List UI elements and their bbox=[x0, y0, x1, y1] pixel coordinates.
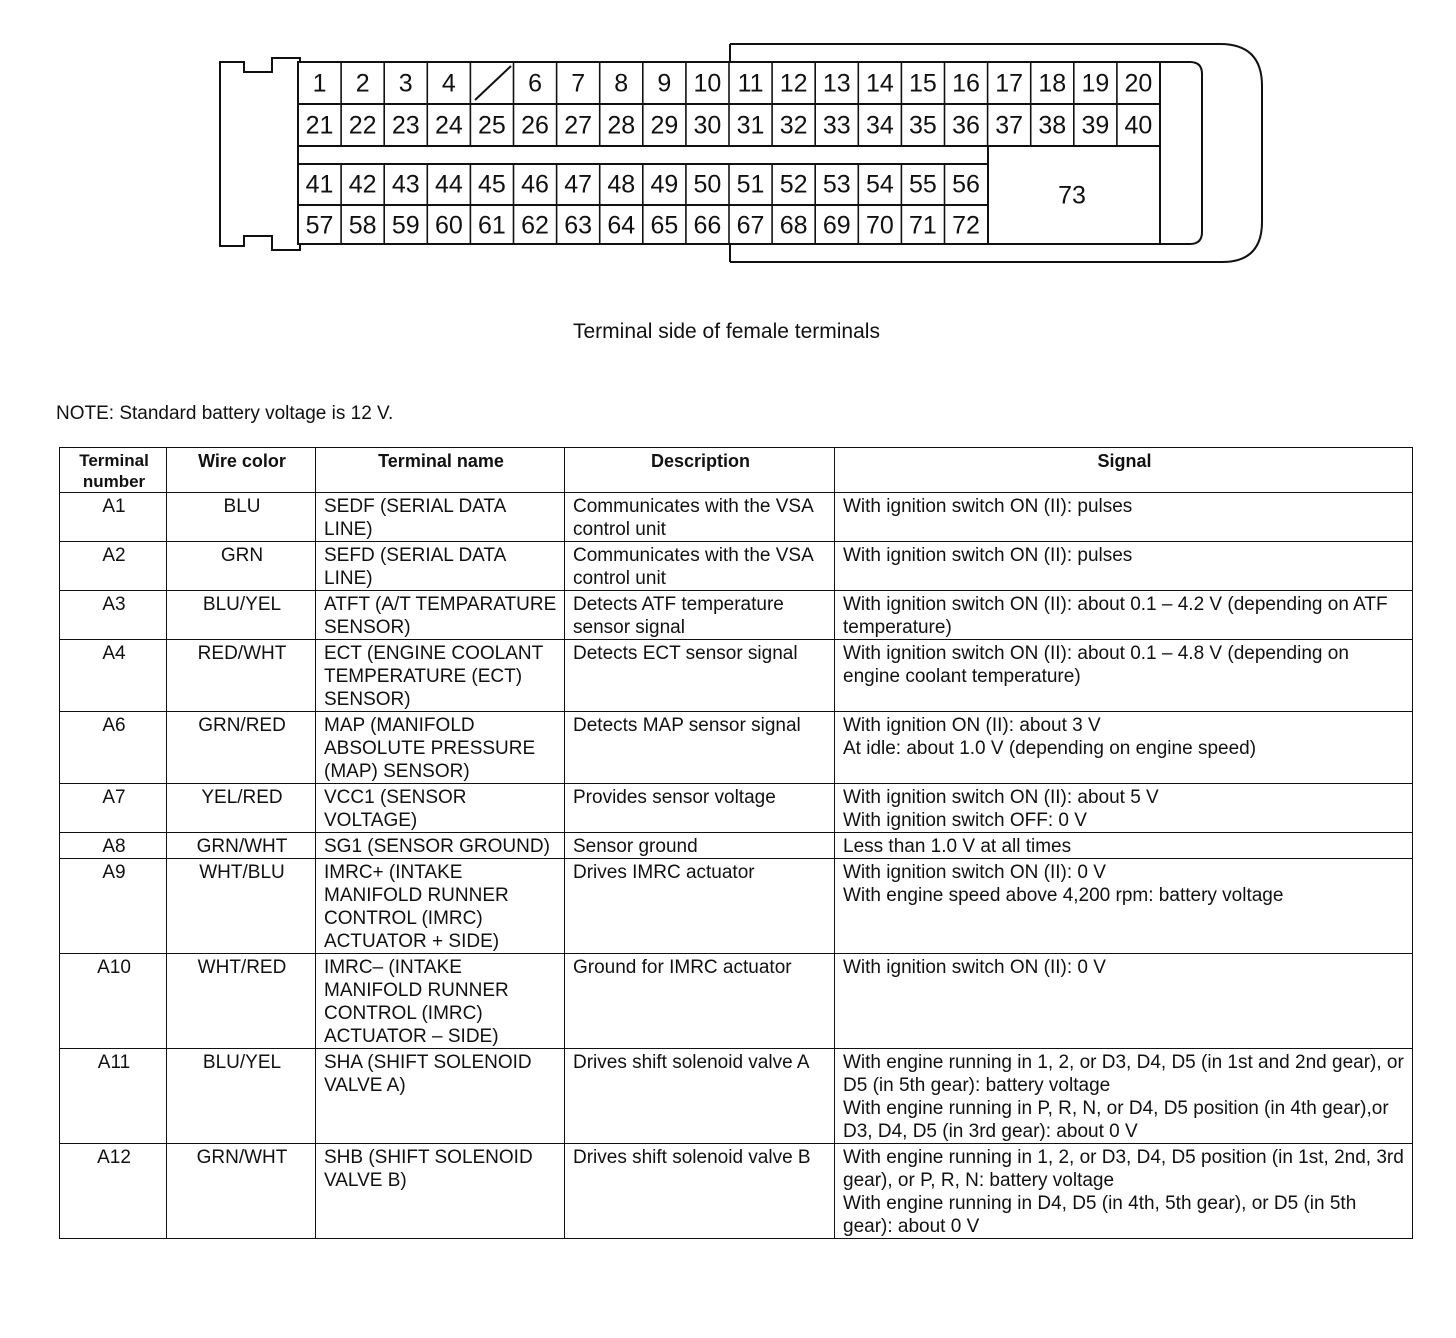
pin-label: 42 bbox=[348, 170, 377, 199]
pin-label: 12 bbox=[779, 69, 808, 98]
table-header-row bbox=[60, 448, 1413, 493]
pin-label: 31 bbox=[736, 111, 765, 140]
pin-label: 6 bbox=[528, 69, 542, 98]
cell-signal: Less than 1.0 V at all times bbox=[835, 833, 1413, 859]
cell-signal: With ignition switch ON (II): about 0.1 – 4.2 V (depending on ATF temperature) bbox=[835, 591, 1413, 640]
pin-label: 28 bbox=[607, 111, 636, 140]
pin-label: 38 bbox=[1038, 111, 1067, 140]
cell-terminal-number: A3 bbox=[60, 591, 167, 640]
connector-caption: Terminal side of female terminals bbox=[573, 320, 880, 343]
cell-wire-color: GRN/WHT bbox=[167, 1144, 316, 1239]
table-row bbox=[60, 1049, 1413, 1144]
cell-wire-color: RED/WHT bbox=[167, 640, 316, 712]
cell-terminal-name: SEFD (SERIAL DATA LINE) bbox=[316, 542, 565, 591]
pin-label: 68 bbox=[779, 211, 808, 240]
cell-terminal-number: A6 bbox=[60, 712, 167, 784]
table-row bbox=[60, 640, 1413, 712]
header-terminal-name: Terminal name bbox=[316, 448, 565, 493]
pin-label: 25 bbox=[478, 111, 506, 140]
cell-terminal-name: SEDF (SERIAL DATA LINE) bbox=[316, 493, 565, 542]
connector-outline bbox=[0, 0, 1456, 300]
cell-description: Detects ECT sensor signal bbox=[565, 640, 835, 712]
cell-description: Communicates with the VSA control unit bbox=[565, 542, 835, 591]
pin-label: 37 bbox=[995, 111, 1024, 140]
pin-label: 50 bbox=[693, 170, 722, 199]
pin-label: 3 bbox=[398, 69, 413, 98]
cell-wire-color: GRN/RED bbox=[167, 712, 316, 784]
cell-terminal-number: A4 bbox=[60, 640, 167, 712]
pin-label: 2 bbox=[355, 69, 370, 98]
table-row bbox=[60, 954, 1413, 1049]
pin-label: 58 bbox=[348, 211, 377, 240]
pin-label: 41 bbox=[305, 170, 334, 199]
pin-label: 35 bbox=[909, 111, 937, 140]
pin-label: 67 bbox=[736, 211, 765, 240]
cell-signal: With ignition switch ON (II): 0 V With engine speed above 4,200 rpm: battery voltage bbox=[835, 859, 1413, 954]
cell-signal: With ignition ON (II): about 3 V At idle: about 1.0 V (depending on engine speed) bbox=[835, 712, 1413, 784]
cell-terminal-name: IMRC– (INTAKE MANIFOLD RUNNER CONTROL (IMRC) ACTUATOR – SIDE) bbox=[316, 954, 565, 1049]
pin-label: 43 bbox=[391, 170, 420, 199]
cell-description: Drives shift solenoid valve A bbox=[565, 1049, 835, 1144]
header-description: Description bbox=[565, 448, 835, 493]
terminal-table bbox=[59, 447, 1413, 1239]
cell-description: Detects MAP sensor signal bbox=[565, 712, 835, 784]
pin-label: 18 bbox=[1038, 69, 1067, 98]
cell-terminal-name: VCC1 (SENSOR VOLTAGE) bbox=[316, 784, 565, 833]
pin-label: 54 bbox=[865, 170, 894, 199]
pin-label: 57 bbox=[305, 211, 334, 240]
pin-label: 11 bbox=[737, 69, 764, 98]
pin-label: 46 bbox=[521, 170, 549, 199]
table-row bbox=[60, 591, 1413, 640]
table-row bbox=[60, 859, 1413, 954]
table-row bbox=[60, 833, 1413, 859]
pin-label: 52 bbox=[779, 170, 808, 199]
pin-label: 17 bbox=[995, 69, 1024, 98]
cell-wire-color: YEL/RED bbox=[167, 784, 316, 833]
cell-terminal-name: SG1 (SENSOR GROUND) bbox=[316, 833, 565, 859]
cell-wire-color: BLU/YEL bbox=[167, 1049, 316, 1144]
cell-terminal-number: A7 bbox=[60, 784, 167, 833]
pin-label: 47 bbox=[564, 170, 593, 199]
pin-label: 63 bbox=[564, 211, 593, 240]
pin-label: 29 bbox=[650, 111, 679, 140]
cell-description: Detects ATF temperature sensor signal bbox=[565, 591, 835, 640]
pin-label: 39 bbox=[1081, 111, 1110, 140]
connector-diagram bbox=[0, 0, 1456, 300]
pin-label: 48 bbox=[607, 170, 636, 199]
cell-description: Sensor ground bbox=[565, 833, 835, 859]
table-row bbox=[60, 712, 1413, 784]
cell-wire-color: GRN/WHT bbox=[167, 833, 316, 859]
pin-label: 59 bbox=[391, 211, 420, 240]
pin-label: 7 bbox=[571, 69, 586, 98]
cell-terminal-name: SHA (SHIFT SOLENOID VALVE A) bbox=[316, 1049, 565, 1144]
cell-description: Ground for IMRC actuator bbox=[565, 954, 835, 1049]
cell-signal: With ignition switch ON (II): about 0.1 – 4.8 V (depending on engine coolant temperature) bbox=[835, 640, 1413, 712]
cell-terminal-number: A1 bbox=[60, 493, 167, 542]
pin-label: 23 bbox=[391, 111, 420, 140]
cell-terminal-number: A12 bbox=[60, 1144, 167, 1239]
table-row bbox=[60, 1144, 1413, 1239]
table-row bbox=[60, 493, 1413, 542]
pin-label: 26 bbox=[521, 111, 549, 140]
cell-terminal-name: ATFT (A/T TEMPARATURE SENSOR) bbox=[316, 591, 565, 640]
cell-wire-color: WHT/RED bbox=[167, 954, 316, 1049]
cell-signal: With ignition switch ON (II): about 5 V With ignition switch OFF: 0 V bbox=[835, 784, 1413, 833]
table-row bbox=[60, 542, 1413, 591]
header-terminal-number: Terminal number bbox=[60, 448, 167, 493]
pin-label: 44 bbox=[434, 170, 463, 199]
cell-description: Drives IMRC actuator bbox=[565, 859, 835, 954]
pin-label: 51 bbox=[736, 170, 765, 199]
pin-label: 49 bbox=[650, 170, 679, 199]
cell-terminal-number: A9 bbox=[60, 859, 167, 954]
cell-signal: With engine running in 1, 2, or D3, D4, D5 (in 1st and 2nd gear), or D5 (in 5th gear): battery voltage With engine running in P, R, N, or D4, D5 position (in 4th gear),or D3, D4, D5 (in 3rd gear): about 0 V bbox=[835, 1049, 1413, 1144]
pin-label: 36 bbox=[952, 111, 980, 140]
pin-label: 32 bbox=[779, 111, 808, 140]
pin-label: 27 bbox=[564, 111, 593, 140]
pin-label: 30 bbox=[693, 111, 722, 140]
header-wire-color: Wire color bbox=[167, 448, 316, 493]
pin-label: 8 bbox=[614, 69, 629, 98]
pin-label: 71 bbox=[909, 211, 937, 240]
cell-terminal-number: A2 bbox=[60, 542, 167, 591]
cell-terminal-number: A10 bbox=[60, 954, 167, 1049]
pin-label: 40 bbox=[1124, 111, 1153, 140]
pin-label: 21 bbox=[305, 111, 334, 140]
cell-wire-color: WHT/BLU bbox=[167, 859, 316, 954]
pin-label: 69 bbox=[822, 211, 851, 240]
pin-label: 15 bbox=[909, 69, 937, 98]
pin-label: 61 bbox=[478, 211, 506, 240]
pin-label: 70 bbox=[865, 211, 894, 240]
pin-label: 4 bbox=[441, 69, 456, 98]
pin-label: 16 bbox=[952, 69, 980, 98]
pin-label: 55 bbox=[909, 170, 937, 199]
cell-terminal-name: SHB (SHIFT SOLENOID VALVE B) bbox=[316, 1144, 565, 1239]
pin-label: 10 bbox=[693, 69, 722, 98]
table-row bbox=[60, 784, 1413, 833]
pin-label: 22 bbox=[348, 111, 377, 140]
cell-terminal-name: ECT (ENGINE COOLANT TEMPERATURE (ECT) SENSOR) bbox=[316, 640, 565, 712]
cell-wire-color: BLU bbox=[167, 493, 316, 542]
cell-terminal-number: A8 bbox=[60, 833, 167, 859]
pin-label: 34 bbox=[865, 111, 894, 140]
cell-description: Provides sensor voltage bbox=[565, 784, 835, 833]
pin-label: 65 bbox=[650, 211, 679, 240]
pin-label: 53 bbox=[822, 170, 851, 199]
pin-label: 19 bbox=[1081, 69, 1110, 98]
pin-label: 9 bbox=[657, 69, 672, 98]
cell-signal: With ignition switch ON (II): pulses bbox=[835, 493, 1413, 542]
pin-label: 45 bbox=[478, 170, 506, 199]
pin-label: 64 bbox=[607, 211, 636, 240]
pin-label: 14 bbox=[865, 69, 894, 98]
pin-label: 60 bbox=[434, 211, 463, 240]
battery-note: NOTE: Standard battery voltage is 12 V. bbox=[56, 403, 394, 424]
pin-label: 66 bbox=[693, 211, 722, 240]
pin-label: 72 bbox=[952, 211, 980, 240]
cell-description: Communicates with the VSA control unit bbox=[565, 493, 835, 542]
pin-label: 1 bbox=[312, 69, 327, 98]
header-signal: Signal bbox=[835, 448, 1413, 493]
pin-73-label: 73 bbox=[1058, 181, 1086, 210]
pin-label: 33 bbox=[822, 111, 851, 140]
cell-signal: With ignition switch ON (II): pulses bbox=[835, 542, 1413, 591]
cell-terminal-name: IMRC+ (INTAKE MANIFOLD RUNNER CONTROL (IMRC) ACTUATOR + SIDE) bbox=[316, 859, 565, 954]
cell-terminal-name: MAP (MANIFOLD ABSOLUTE PRESSURE (MAP) SENSOR) bbox=[316, 712, 565, 784]
cell-signal: With engine running in 1, 2, or D3, D4, D5 position (in 1st, 2nd, 3rd gear), or P, R, N: battery voltage With engine running in D4, D5 (in 4th, 5th gear), or D5 (in 5th gear): about 0 V bbox=[835, 1144, 1413, 1239]
cell-wire-color: GRN bbox=[167, 542, 316, 591]
pin-label: 56 bbox=[952, 170, 980, 199]
pin-label: 13 bbox=[822, 69, 851, 98]
pin-label: 62 bbox=[521, 211, 549, 240]
pin-label: 20 bbox=[1124, 69, 1153, 98]
cell-wire-color: BLU/YEL bbox=[167, 591, 316, 640]
cell-signal: With ignition switch ON (II): 0 V bbox=[835, 954, 1413, 1049]
pin-label: 24 bbox=[434, 111, 463, 140]
cell-terminal-number: A11 bbox=[60, 1049, 167, 1144]
cell-description: Drives shift solenoid valve B bbox=[565, 1144, 835, 1239]
